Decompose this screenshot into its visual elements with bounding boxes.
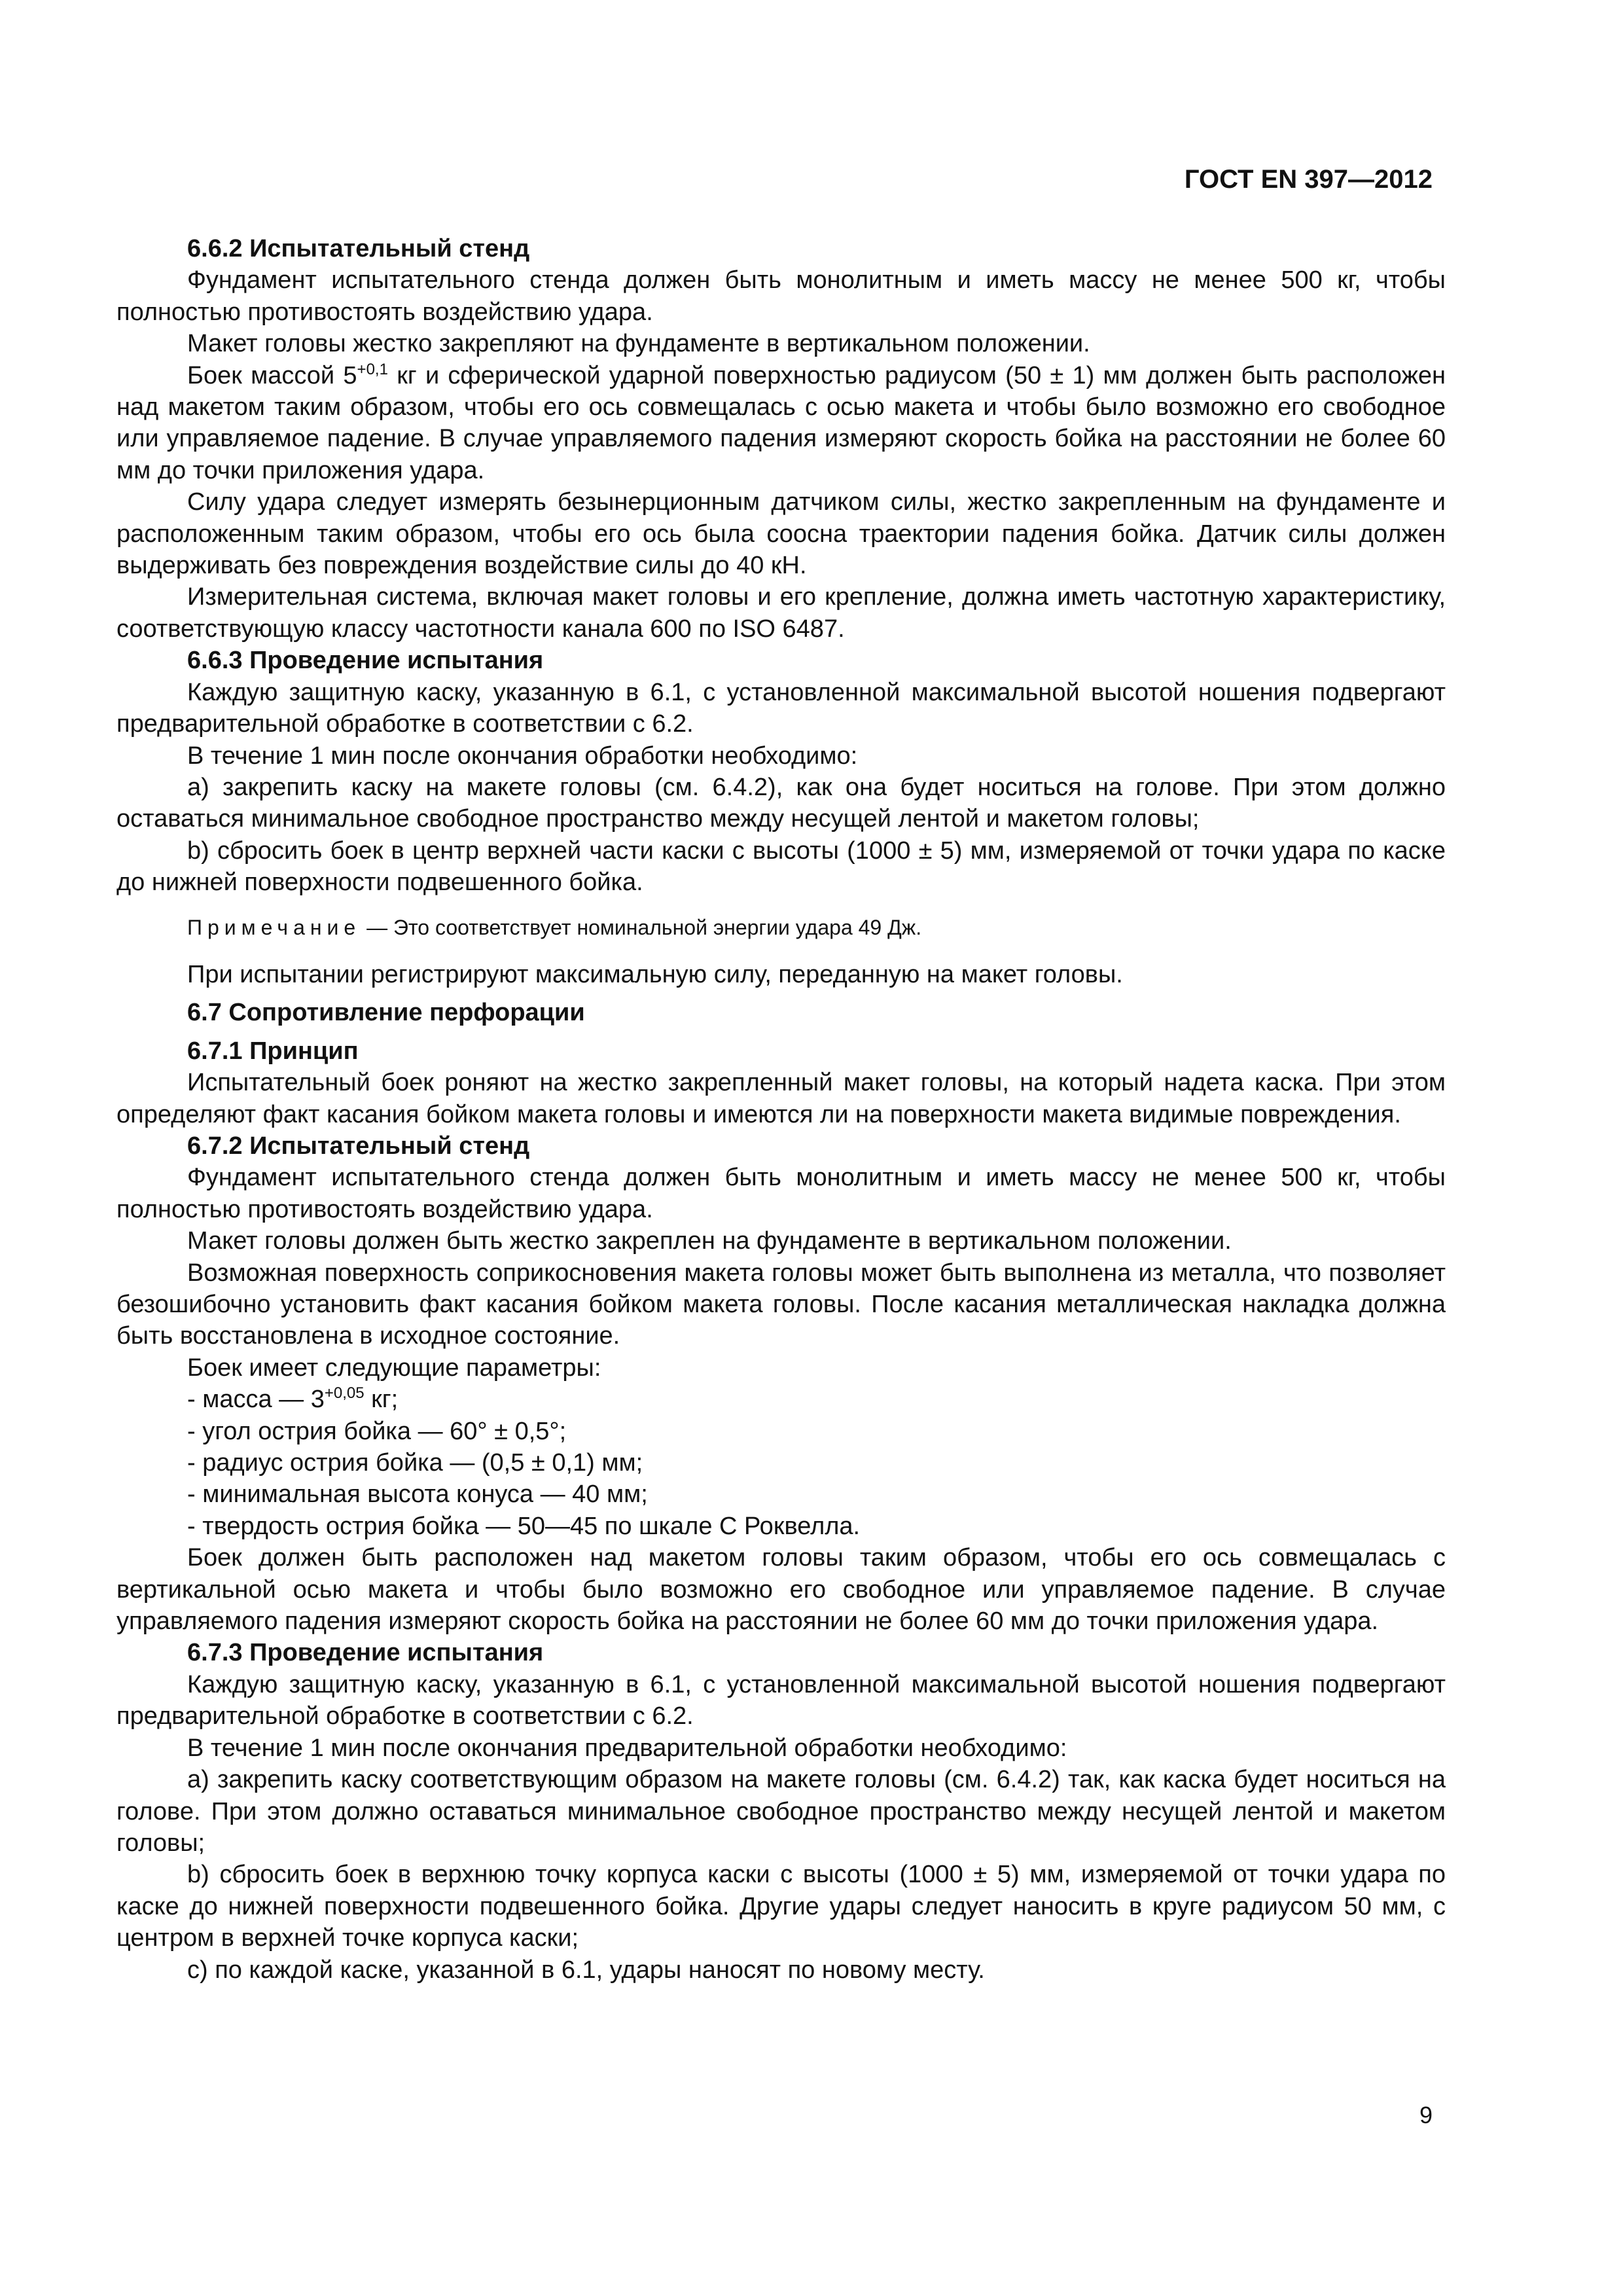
paragraph: Макет головы должен быть жестко закреплен на фундаменте в вертикальном положении. [187,1227,1232,1255]
list-item-b: b) сбросить боек в верхнюю точку корпуса каски с высоты (1000 ± 5) мм, измеряемой от точки удара по каске до нижней поверхности подвешенного бойка. Другие удары следует наносить в круге радиусом 50 мм, с центром в верхней точке корпуса каски; [116,1861,1446,1952]
note [116,912,1446,943]
paragraph: Возможная поверхность соприкосновения макета головы может быть выполнена из металла, что позволяет безошибочно установить факт касания бойком макета головы. После касания металлическая накладка должна быть восстановлена в исходное состояние. [116,1259,1446,1350]
paragraph: Макет головы жестко закрепляют на фундаменте в вертикальном положении. [187,330,1090,358]
superscript-tolerance: +0,1 [357,360,388,378]
text-fragment: кг и сферической ударной поверхностью радиусом (50 ± 1) мм должен быть расположен над макетом таким образом, чтобы его ось совмещалась с осью макета и чтобы было возможно его свободное или управляемое падение. В случае управляемого падения измеряют скорость бойка на расстоянии не более 60 мм до точки приложения удара. [116,361,1446,484]
section-heading-6-7-2: 6.7.2 Испытательный стенд [187,1132,530,1160]
paragraph: При испытании регистрируют максимальную силу, переданную на макет головы. [187,960,1123,988]
list-item-a: a) закрепить каску соответствующим образом на макете головы (см. 6.4.2) так, как каска будет носиться на голове. При этом должно оставаться минимальное свободное пространство между несущей лентой и макетом головы; [116,1766,1446,1857]
paragraph: Измерительная система, включая макет головы и его крепление, должна иметь частотную характеристику, соответствующую классу частотности канала 600 по ISO 6487. [116,583,1446,643]
section-heading-6-7-1: 6.7.1 Принцип [187,1037,359,1065]
text-fragment: - масса — 3 [187,1386,325,1414]
page-number: 9 [1419,2102,1433,2128]
parameter-item: - угол острия бойка — 60° ± 0,5°; [187,1417,567,1445]
paragraph: В течение 1 мин после окончания предварительной обработки необходимо: [187,1734,1067,1762]
paragraph: Фундамент испытательного стенда должен быть монолитным и иметь массу не менее 500 кг, чтобы полностью противостоять воздействию удара. [116,1164,1446,1223]
parameter-item [116,1384,1446,1415]
list-item-b: b) сбросить боек в центр верхней части каски с высоты (1000 ± 5) мм, измеряемой от точки удара по каске до нижней поверхности подвешенного бойка. [116,836,1446,897]
parameter-item: - минимальная высота конуса — 40 мм; [187,1480,648,1509]
section-heading-6-7-3: 6.7.3 Проведение испытания [187,1639,544,1667]
paragraph: Каждую защитную каску, указанную в 6.1, с установленной максимальной высотой ношения подвергают предварительной обработке в соответствии с 6.2. [116,1670,1446,1731]
paragraph: Боек имеет следующие параметры: [187,1354,601,1382]
text-fragment: кг; [364,1386,399,1414]
parameter-item: - радиус острия бойка — (0,5 ± 0,1) мм; [187,1449,643,1477]
list-item-c: c) по каждой каске, указанной в 6.1, удары наносят по новому месту. [187,1956,985,1984]
body-text [116,233,1446,1986]
note-label: Примечание [187,915,361,939]
paragraph: Фундамент испытательного стенда должен быть монолитным и иметь массу не менее 500 кг, чтобы полностью противостоять воздействию удара. [116,266,1446,326]
list-item-a: a) закрепить каску на макете головы (см. 6.4.2), как она будет носиться на голове. При этом должно оставаться минимальное свободное пространство между несущей лентой и макетом головы; [116,773,1446,833]
section-heading-6-6-2: 6.6.2 Испытательный стенд [187,235,530,262]
section-heading-6-7: 6.7 Сопротивление перфорации [187,999,585,1027]
text-fragment: Боек массой 5 [187,361,357,389]
paragraph [116,360,1446,487]
paragraph: В течение 1 мин после окончания обработки необходимо: [187,742,858,770]
parameter-item: - твердость острия бойка — 50—45 по шкале С Роквелла. [187,1512,861,1540]
note-text: — Это соответствует номинальной энергии удара 49 Дж. [361,915,922,939]
paragraph: Испытательный боек роняют на жестко закрепленный макет головы, на который надета каска. При этом определяют факт касания бойком макета головы и имеются ли на поверхности макета видимые повреждения. [116,1069,1446,1128]
document-code: ГОСТ EN 397—2012 [1184,165,1433,194]
section-heading-6-6-3: 6.6.3 Проведение испытания [187,647,544,675]
superscript-tolerance: +0,05 [324,1384,365,1403]
paragraph: Боек должен быть расположен над макетом головы таким образом, чтобы его ось совмещалась с вертикальной осью макета и чтобы было возможно его свободное или управляемое падение. В случае управляемого падения измеряют скорость бойка на расстоянии не более 60 мм до точки приложения удара. [116,1544,1446,1636]
paragraph: Силу удара следует измерять безынерционным датчиком силы, жестко закрепленным на фундаменте и расположенным таким образом, чтобы его ось была соосна траектории падения бойка. Датчик силы должен выдерживать без повреждения воздействие силы до 40 кН. [116,488,1446,580]
paragraph: Каждую защитную каску, указанную в 6.1, с установленной максимальной высотой ношения подвергают предварительной обработке в соответствии с 6.2. [116,678,1446,738]
